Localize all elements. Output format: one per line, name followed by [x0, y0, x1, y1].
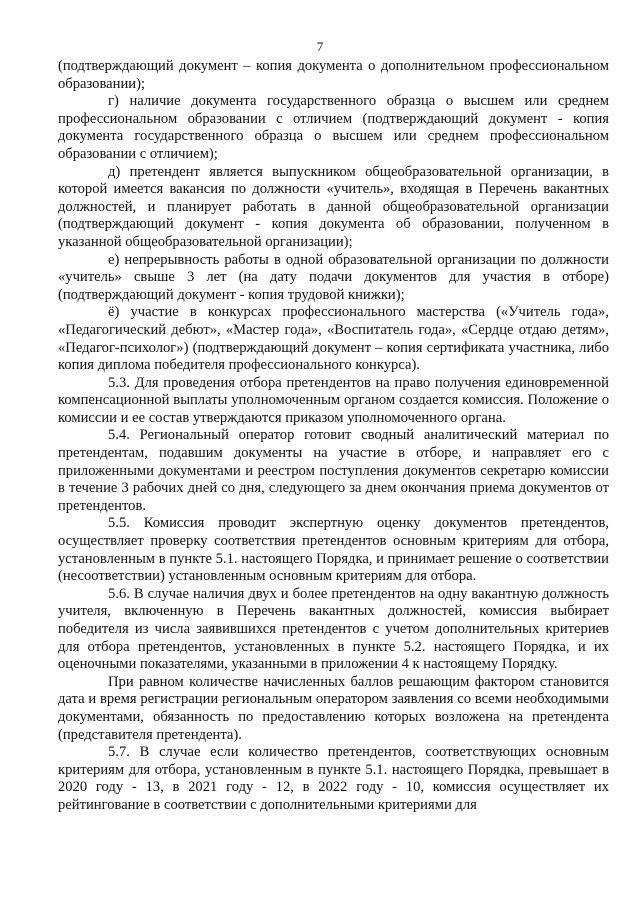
paragraph-5-5: 5.5. Комиссия проводит экспертную оценку документов претендентов, осуществляет проверку соответствия претендентов основным критериям для отбора, установленным в пункте 5.1. настоящего Порядка, и принимает решение о соответствии (несоответствии) установленным основным критериям для отбора.: [58, 515, 609, 585]
page-number: 7: [316, 39, 324, 54]
paragraph-tie-rule: При равном количестве начисленных баллов решающим фактором становится дата и время регистрации региональным оператором заявления со всеми необходимыми документами, обязанность по предоставлению которых возложена на претендента (представителя претендента).: [58, 673, 609, 743]
paragraph-5-4: 5.4. Региональный оператор готовит сводный аналитический материал по претендентам, подавшим документы на участие в отборе, и направляет его с приложенными документами и реестром поступления документов секретарю комиссии в течение 3 рабочих дней со дня, следующего за днем окончания приема документов от претендентов.: [58, 427, 609, 514]
document-body: [58, 58, 609, 815]
paragraph-continuation: (подтверждающий документ – копия документа о дополнительном профессиональном образовании);: [58, 58, 609, 92]
paragraph-item-g: г) наличие документа государственного образца о высшем или среднем профессиональном образовании с отличием (подтверждающий документ - копия документа государственного образца о высшем или среднем профессиональном образовании с отличием);: [58, 93, 609, 162]
paragraph-item-yo: ё) участие в конкурсах профессионального мастерства («Учитель года», «Педагогический дебют», «Мастер года», «Воспитатель года», «Сердце отдаю детям», «Педагог-психолог») (подтверждающий документ – копия сертификата участника, либо копия диплома победителя профессионального конкурса).: [58, 304, 609, 374]
paragraph-item-d: д) претендент является выпускником общеобразовательной организации, в которой имеется вакансия по должности «учитель», входящая в Перечень вакантных должностей, и планирует работать в данной общеобразовательной организации (подтверждающий документ - копия документа об образовании, полученном в указанной общеобразовательной организации);: [58, 163, 609, 250]
paragraph-5-6: 5.6. В случае наличия двух и более претендентов на одну вакантную должность учителя, включенную в Перечень вакантных должностей, комиссия выбирает победителя из числа заявившихся претендентов с учетом дополнительных критериев для отбора претендентов, установленных в пункте 5.2. настоящего Порядка, и их оценочными показателями, указанными в приложении 4 к настоящему Порядку.: [58, 585, 609, 673]
paragraph-item-e: е) непрерывность работы в одной образовательной организации по должности «учитель» свыше 3 лет (на дату подачи документов для участия в отборе) (подтверждающий документ - копия трудовой книжки);: [58, 251, 609, 303]
paragraph-5-7: 5.7. В случае если количество претендентов, соответствующих основным критериям для отбора, установленным в пункте 5.1. настоящего Порядка, превышает в 2020 году - 13, в 2021 году - 12, в 2022 году - 10, комиссия осуществляет их рейтингование в соответствии с дополнительными критериями для: [58, 744, 609, 813]
paragraph-5-3: 5.3. Для проведения отбора претендентов на право получения единовременной компенсационной выплаты уполномоченным органом создается комиссия. Положение о комиссии и ее состав утверждаются приказом уполномоченного органа.: [58, 374, 609, 426]
